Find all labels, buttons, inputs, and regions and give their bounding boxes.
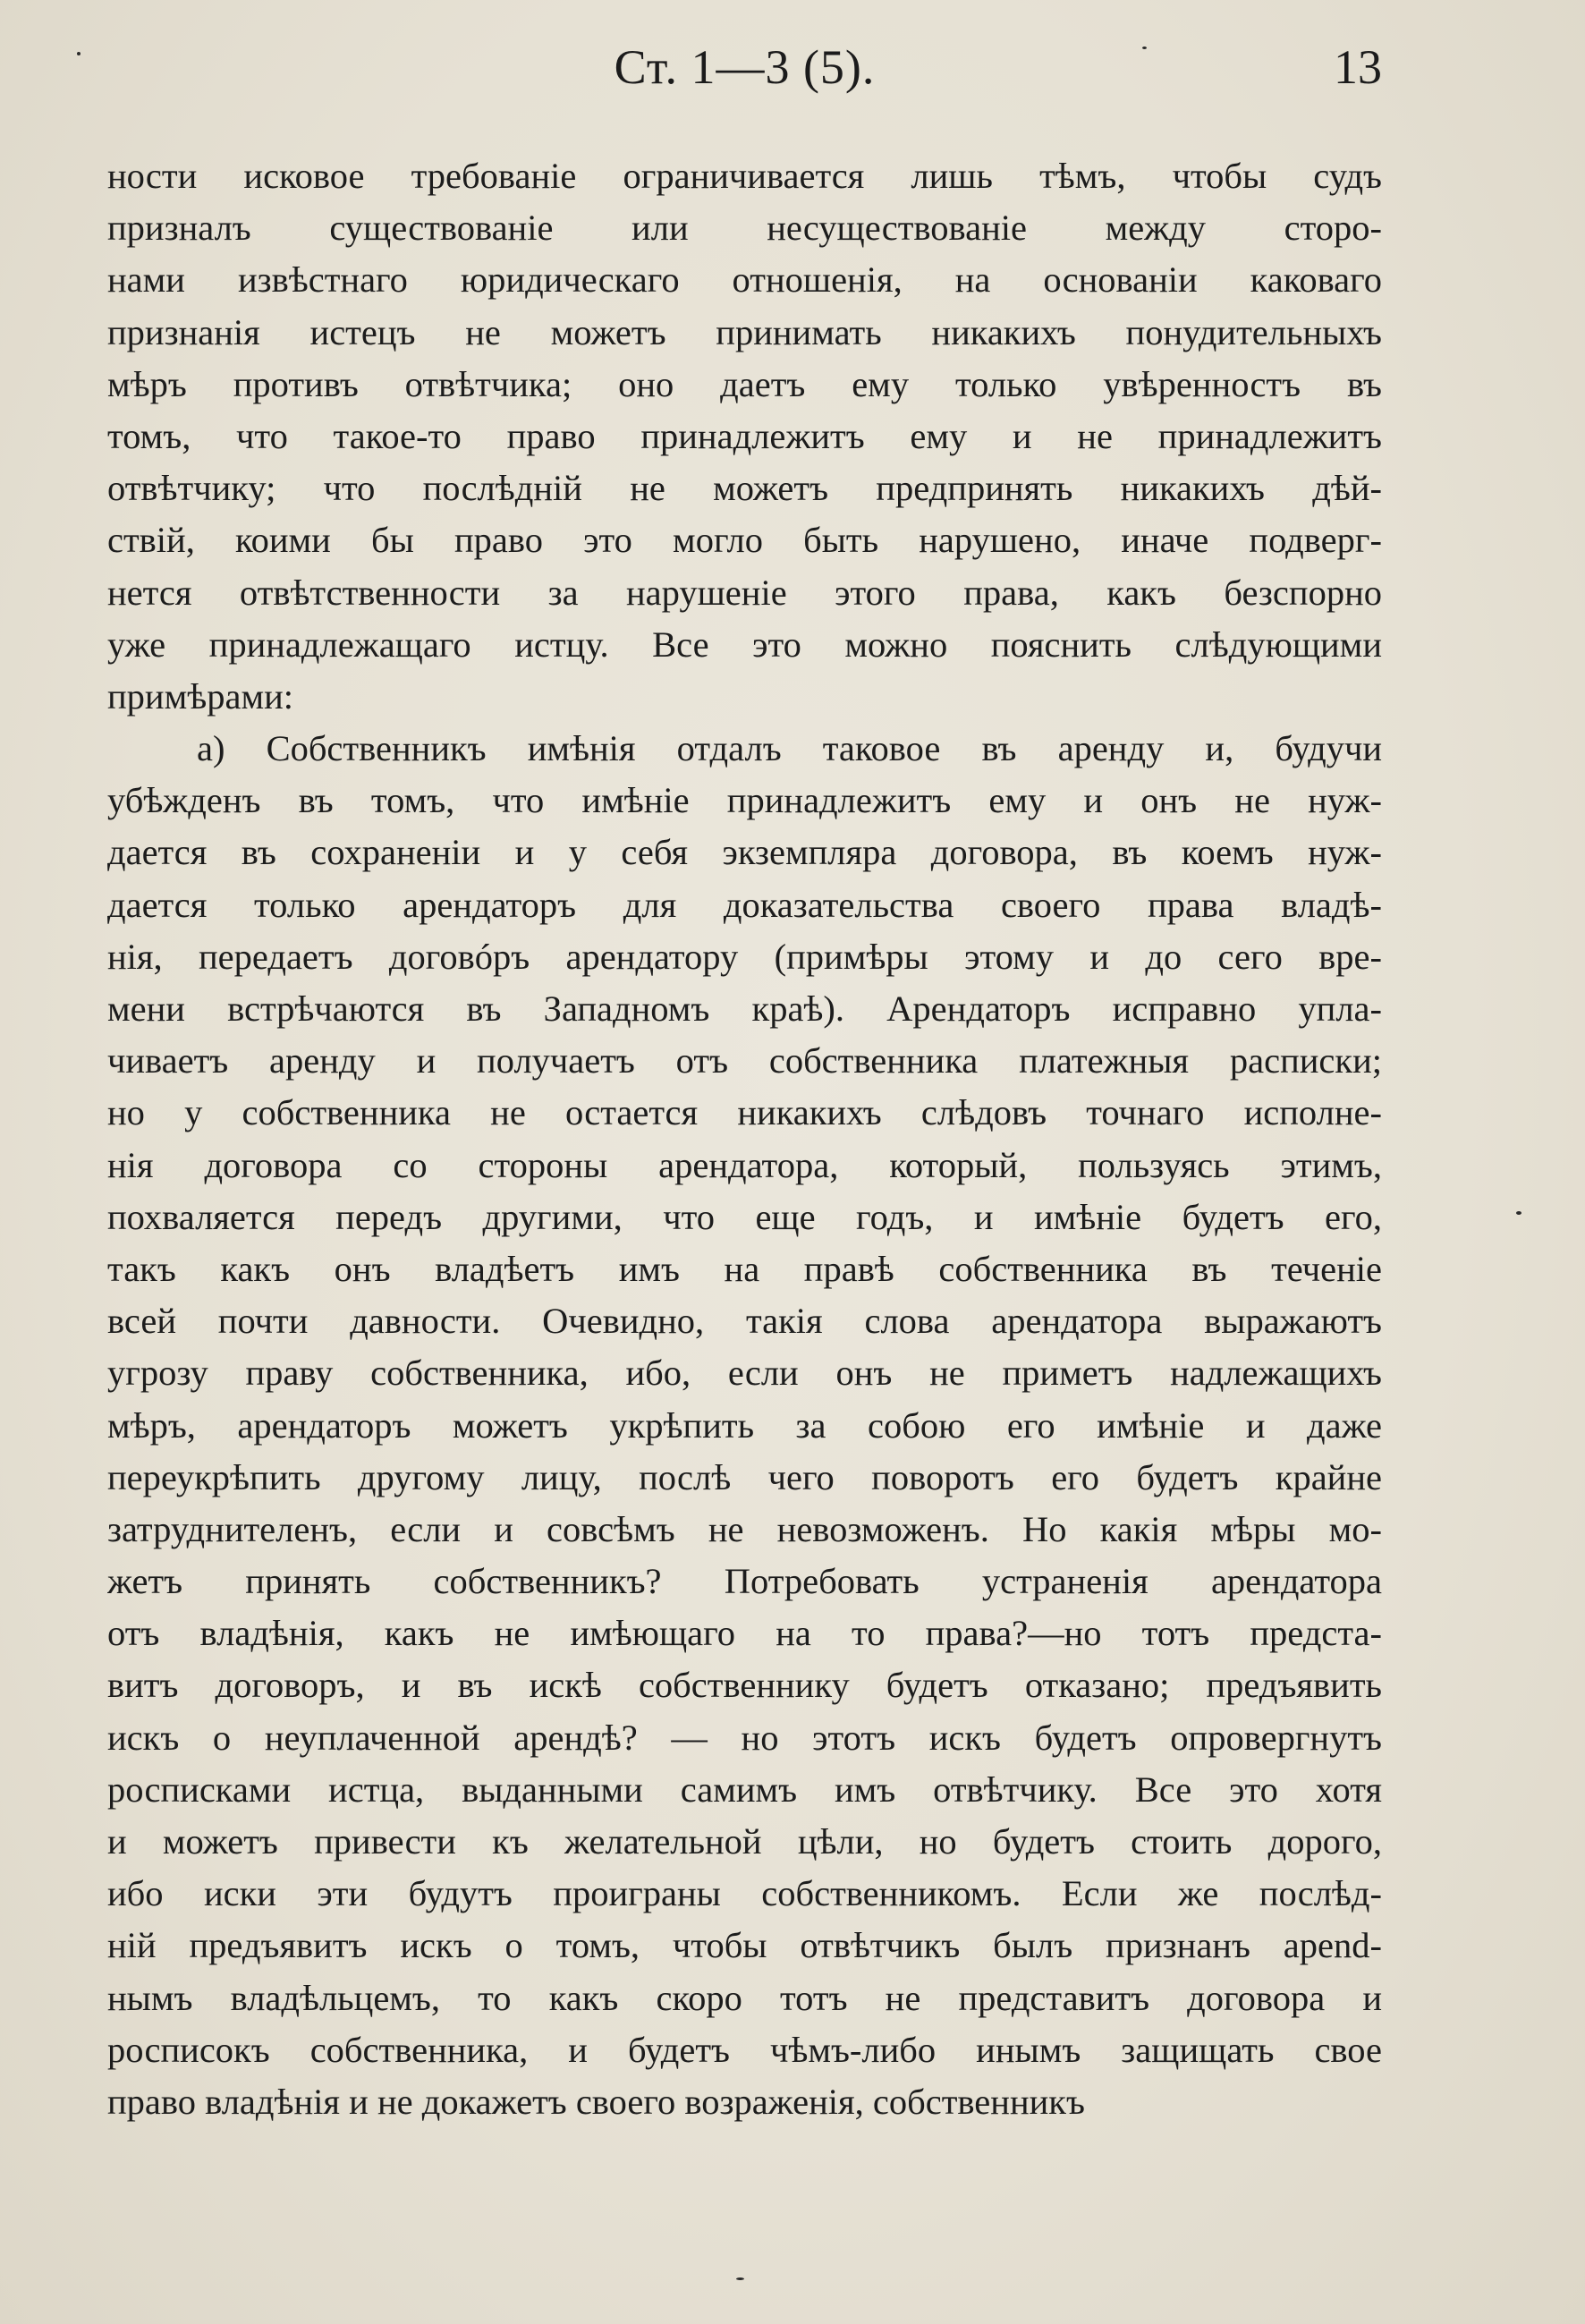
text-line: нымъ владѣльцемъ, то какъ скоро тотъ не представитъ договора и [107,1977,1382,2018]
text-line: призналъ существованіе или несуществованіе между сторо- [107,208,1382,249]
text-line: угрозу праву собственника, ибо, если онъ не приметъ надлежащихъ [107,1353,1382,1394]
text-line: искъ о неуплаченной арендѣ? — но этотъ искъ будетъ опровергнутъ [107,1717,1382,1758]
text-line: росписками истца, выданными самимъ имъ отвѣтчику. Все это хотя [107,1768,1382,1810]
text-line: томъ, что такое-то право принадлежитъ ему и не принадлежитъ [107,415,1382,456]
body-text [107,150,1382,2128]
text-line: всей почти давности. Очевидно, такія слова арендатора выражаютъ [107,1301,1382,1342]
text-line: мѣръ противъ отвѣтчика; оно даетъ ему только увѣренностъ въ [107,363,1382,404]
text-line: право владѣнія и не докажетъ своего возраженія, собственникъ [107,2081,1085,2122]
paper-speck [1516,1211,1521,1215]
text-line: признанія истецъ не можетъ принимать никакихъ понудительныхъ [107,311,1382,352]
text-line: отвѣтчику; что послѣдній не можетъ предпринять никакихъ дѣй- [107,468,1382,509]
text-line: переукрѣпить другому лицу, послѣ чего поворотъ его будетъ крайне [107,1456,1382,1497]
text-line: ній предъявитъ искъ о томъ, чтобы отвѣтчикъ былъ признанъ арend- [107,1925,1382,1966]
text-line: чиваетъ аренду и получаетъ отъ собственника платежныя расписки; [107,1040,1382,1081]
text-line: а) Собственникъ имѣнія отдалъ таковое въ аренду и, будучи [197,728,1382,769]
paper-speck [77,52,81,55]
text-line: такъ какъ онъ владѣетъ имъ на правѣ собственника въ теченіе [107,1248,1382,1289]
text-line: дается въ сохраненіи и у себя экземпляра договора, въ коемъ нуж- [107,832,1382,873]
paper-speck [736,2277,744,2280]
page-header [107,39,1382,111]
page-number: 13 [1334,40,1382,94]
text-line: но у собственника не остается никакихъ слѣдовъ точнаго исполне- [107,1092,1382,1133]
text-line: ибо иски эти будутъ проиграны собственникомъ. Если же послѣд- [107,1873,1382,1914]
running-head: Ст. 1—3 (5). [614,40,876,94]
text-line: нется отвѣтственности за нарушеніе этого права, какъ безспорно [107,572,1382,613]
text-line: нія договора со стороны арендатора, который, пользуясь этимъ, [107,1144,1382,1185]
text-line: нія, передаетъ договóръ арендатору (примѣры этому и до сего вре- [107,936,1382,977]
text-line: убѣжденъ въ томъ, что имѣніе принадлежитъ ему и онъ не нуж- [107,780,1382,821]
text-line: затруднителенъ, если и совсѣмъ не невозможенъ. Но какія мѣры мо- [107,1508,1382,1549]
text-line: дается только арендаторъ для доказательства своего права владѣ- [107,884,1382,925]
text-line: нами извѣстнаго юридическаго отношенія, на основаніи каковаго [107,259,1382,301]
text-line: мени встрѣчаются въ Западномъ краѣ). Арендаторъ исправно упла- [107,988,1382,1029]
text-line: витъ договоръ, и въ искѣ собственнику будетъ отказано; предъявить [107,1665,1382,1706]
text-line: ности исковое требованіе ограничивается лишь тѣмъ, чтобы судъ [107,156,1382,196]
text-line: похваляется передъ другими, что еще годъ, и имѣніе будетъ его, [107,1196,1382,1237]
text-line: ствій, коими бы право это могло быть нарушено, иначе подверг- [107,520,1382,561]
text-line: жетъ принять собственникъ? Потребовать устраненія арендатора [107,1561,1382,1602]
text-line: мѣръ, арендаторъ можетъ укрѣпить за собою его имѣніе и даже [107,1404,1382,1446]
text-line: примѣрами: [107,675,293,717]
text-line: отъ владѣнія, какъ не имѣющаго на то права?—но тотъ предста- [107,1613,1382,1654]
text-line: уже принадлежащаго истцу. Все это можно пояснить слѣдующими [107,623,1382,665]
text-line: и можетъ привести къ желательной цѣли, но будетъ стоить дорого, [107,1821,1382,1862]
paper-speck [1142,47,1147,49]
text-line: росписокъ собственника, и будетъ чѣмъ-либо инымъ защищать свое [107,2029,1382,2070]
